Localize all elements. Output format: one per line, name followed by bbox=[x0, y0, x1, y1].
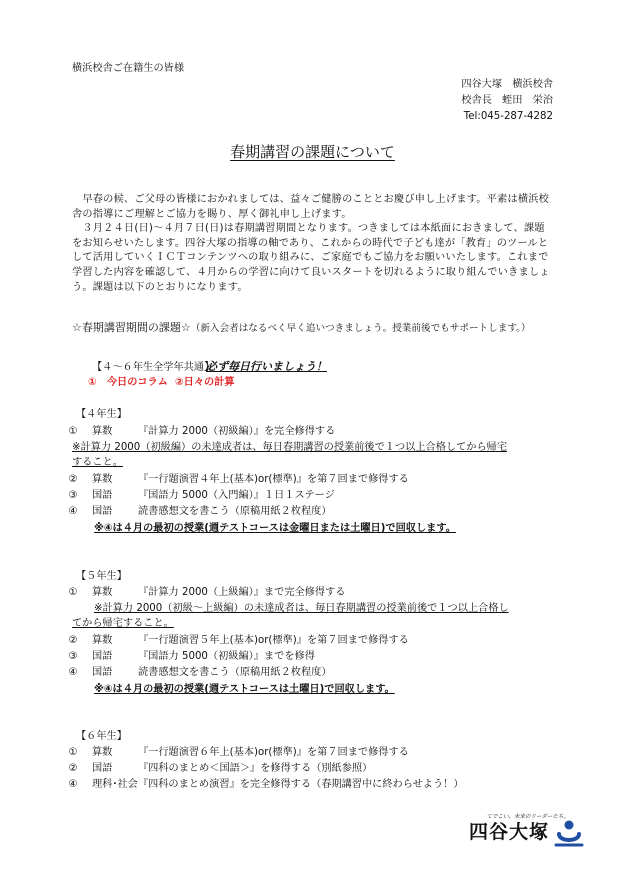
item-text: 『計算力 2000（初級編）』を完全修得する bbox=[138, 426, 336, 437]
grade5-item-4 bbox=[62, 666, 332, 681]
item-subject: 国語 bbox=[92, 490, 113, 501]
common-item-2: ②日々の計算 bbox=[175, 377, 235, 388]
intro bbox=[72, 193, 554, 295]
item-number: ③ bbox=[68, 490, 78, 501]
item-subject: 算数 bbox=[92, 635, 113, 646]
grade5-item-3 bbox=[62, 650, 315, 665]
grade6-label: 【６年生】 bbox=[76, 731, 127, 742]
item-number: ③ bbox=[68, 651, 78, 662]
item-number: ② bbox=[68, 474, 78, 485]
grade4-note-line-1: ※計算力 2000（初級編）の未達成者は、毎日春期講習の授業前後で１つ以上合格してから帰宅 bbox=[72, 442, 508, 453]
item-subject: 国語 bbox=[92, 667, 113, 678]
item-subject: 算数 bbox=[92, 587, 113, 598]
grade6-item-3 bbox=[62, 778, 464, 793]
item-number: ② bbox=[68, 763, 78, 774]
grade6-item-1 bbox=[62, 746, 409, 761]
item-number: ① bbox=[68, 747, 78, 758]
item-subject: 算数 bbox=[92, 426, 113, 437]
intro-paragraph-2: ３月２４日(日)～４月７日(日)は春期講習期間となります。つきましては本紙面におきまして、課題をお知らせいたします。四谷大塚の指導の軸であり、これからの時代で子ども達が「教育」のツールとして活用していくＩＣＴコンテンツへの取り組みに、ご家庭でもご協力をお願いいたします。これまで学習した内容を確認して、４月からの学習に向けて良いスタートを切れるように取り組んでいきましょう。課題は以下のとおりになります。 bbox=[72, 223, 550, 293]
assignment-heading bbox=[72, 321, 531, 337]
assignment-heading-main: ☆春期講習期間の課題☆ bbox=[72, 321, 191, 334]
logo-tagline: てでこい、未来のリーダーたち。 bbox=[486, 814, 569, 820]
item-subject: 国語 bbox=[92, 651, 113, 662]
intro-paragraph-1: 早春の候、ご父母の皆様におかれましては、益々ご健勝のこととお慶び申し上げます。平素は横浜校舎の指導にご理解とご協力を賜り、厚く御礼申し上げます。 bbox=[72, 194, 550, 220]
item-text: 読書感想文を書こう（原稿用紙２枚程度） bbox=[138, 506, 332, 517]
grade4-label: 【４年生】 bbox=[76, 409, 127, 420]
item-number: ② bbox=[68, 635, 78, 646]
page-title-text: 春期講習の課題について bbox=[230, 143, 395, 161]
common-label: 【４～６年生全学年共通】 bbox=[92, 362, 215, 373]
grade4-note-line-2: すること。 bbox=[72, 457, 123, 468]
grade5-note-line-1: ※計算力 2000（初級～上級編）の未達成者は、毎日春期講習の授業前後で１つ以上合格し bbox=[94, 603, 509, 614]
logo-name: 四谷大塚 bbox=[468, 821, 549, 843]
grade4-item-4 bbox=[62, 505, 332, 520]
item-subject: 算数 bbox=[92, 474, 113, 485]
item-subject: 国語 bbox=[92, 763, 113, 774]
item-number: ① bbox=[68, 426, 78, 437]
grade6-item-2 bbox=[62, 762, 372, 777]
grade4-item-2 bbox=[62, 473, 409, 488]
item-text: 『一行題演習５年上(基本)or(標準)』を第７回まで修得する bbox=[138, 635, 409, 646]
item-number: ④ bbox=[68, 506, 78, 517]
grade5-label: 【５年生】 bbox=[76, 571, 127, 582]
item-text: 『計算力 2000（上級編）』まで完全修得する bbox=[138, 587, 346, 598]
item-text: 理科･社会『四科のまとめ演習』を完全修得する（春期講習中に終わらせよう！） bbox=[92, 779, 464, 790]
item-text: 『国語力 5000（初級編）』までを修得 bbox=[138, 651, 315, 662]
sender-school: 四谷大塚 横浜校舎 bbox=[461, 79, 553, 90]
addressee: 横浜校舎ご在籍生の皆様 bbox=[72, 63, 185, 74]
item-text: 『国語力 5000（入門編）』１日１ステージ bbox=[138, 490, 335, 501]
item-number: ④ bbox=[68, 667, 78, 678]
item-number: ① bbox=[68, 587, 78, 598]
grade5-final-note: ※④は４月の最初の授業(週テストコースは土曜日)で回収します。 bbox=[94, 684, 395, 695]
item-text: 『四科のまとめ＜国語＞』を修得する（別紙参照） bbox=[138, 763, 373, 774]
item-text: 『一行題演習４年上(基本)or(標準)』を第７回まで修得する bbox=[138, 474, 409, 485]
grade5-item-2 bbox=[62, 634, 409, 649]
grade5-item-1 bbox=[62, 586, 345, 601]
grade4-final-note: ※④は４月の最初の授業(週テストコースは金曜日または土曜日)で回収します。 bbox=[94, 523, 456, 534]
must-daily: 必ず毎日行いましょう！ bbox=[206, 360, 327, 373]
grade4-item-1 bbox=[62, 425, 335, 440]
sender-principal: 校舎長 蛭田 栄治 bbox=[461, 95, 553, 106]
grade5-note-line-2: てから帰宅すること。 bbox=[72, 618, 174, 629]
item-subject: 算数 bbox=[92, 747, 113, 758]
yotsuya-logo-icon bbox=[553, 818, 585, 848]
item-subject: 国語 bbox=[92, 506, 113, 517]
item-number: ④ bbox=[68, 779, 78, 790]
item-text: 『一行題演習６年上(基本)or(標準)』を第７回まで修得する bbox=[138, 747, 409, 758]
assignment-heading-note: （新入会者はなるべく早く追いつきましょう。授業前後でもサポートします。） bbox=[190, 323, 531, 334]
item-text: 読書感想文を書こう（原稿用紙２枚程度） bbox=[138, 667, 332, 678]
page-title bbox=[0, 142, 625, 162]
sender-tel: Tel:045-287-4282 bbox=[463, 111, 553, 122]
common-item-1: ① 今日のコラム bbox=[88, 377, 168, 388]
grade4-item-3 bbox=[62, 489, 335, 504]
